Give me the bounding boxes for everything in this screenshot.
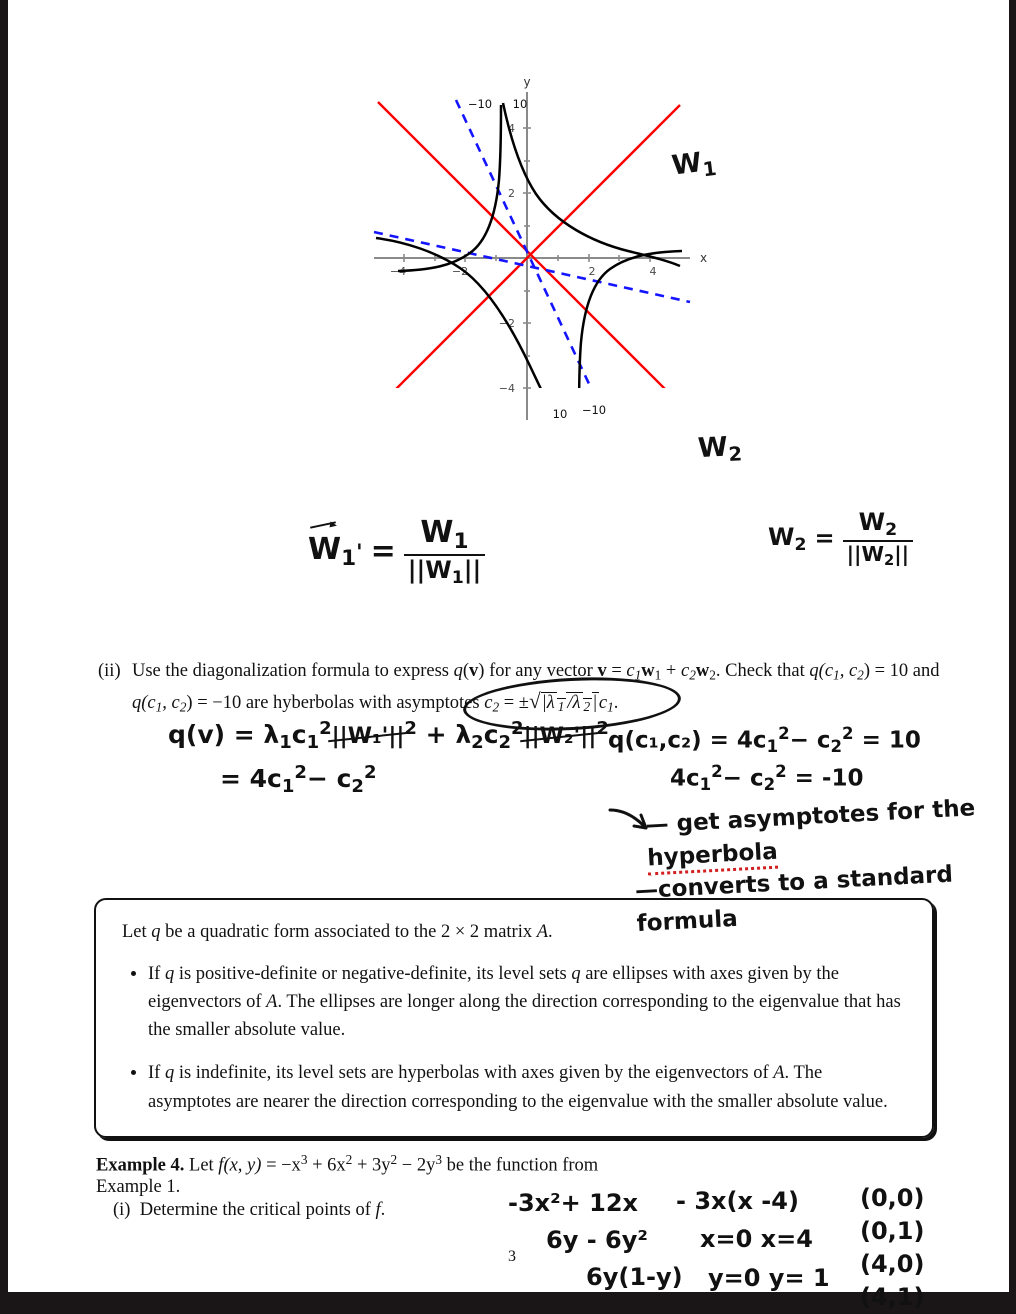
hw-right-line1: $q(c_1,c_2) = 4c_1^2- c_2^2 = 10$ — [608, 724, 921, 756]
text-segment: are hyberbolas with asymptotes — [241, 692, 485, 713]
period: . — [613, 692, 619, 713]
hw-ex4-c1-l2: 6y - 6y² — [546, 1226, 648, 1255]
q-b1b: q — [571, 964, 581, 985]
theorem-intro: Let q be a quadratic form associated to the 2 × 2 matrix A. — [122, 922, 553, 942]
lambda2: /λ — [567, 692, 581, 713]
c1: c — [626, 661, 635, 681]
f-symbol: f — [218, 1155, 224, 1176]
note-line-3: —converts to a standard formula — [634, 861, 954, 938]
q-b1: q — [164, 964, 175, 985]
close: ) = — [863, 661, 886, 681]
c1-b-sub: 1 — [607, 699, 614, 715]
A-b1: A — [266, 992, 278, 1013]
q-symbol-3: q — [132, 692, 142, 713]
text-segment: Use the diagonalization formula to express — [132, 661, 454, 681]
lambda1-sub: 1 — [557, 699, 565, 715]
handwritten-label-w1: $W_1$ — [670, 147, 719, 182]
w1: w — [641, 661, 655, 681]
struck-norm-1: ||W₁'|| — [331, 724, 405, 749]
eq-pm: = ± — [499, 692, 529, 713]
f-args: (x, y) — [223, 1155, 262, 1176]
curve-label-lower-left: 10 — [552, 407, 568, 421]
q-b2: q — [164, 1063, 175, 1084]
svg-text:−4: −4 — [389, 265, 407, 278]
fraction-w2: $\frac{W_2}{||W_2||}$ — [843, 508, 914, 569]
A-b2: A — [773, 1063, 785, 1084]
svg-text:2: 2 — [588, 265, 596, 278]
svg-text:−4: −4 — [498, 382, 515, 395]
svg-text:−2: −2 — [498, 317, 515, 330]
text-segment: 10 and — [889, 661, 940, 681]
handwritten-label-w2: $W_2$ — [697, 431, 744, 466]
sub4: 2 — [179, 699, 187, 715]
hw-ex4-c2-l3: y=0 y= 1 — [708, 1263, 830, 1292]
example-4-item-i: (i) Determine the critical points of f. — [113, 1200, 386, 1220]
theorem-bullet-1: • If q is positive-definite or negative-definite, its level sets q are ellipses with axes given by the eigenvectors of A. The ellipses are longer along the direction corresponding to the eigenvalue that has the smaller absolute value. — [148, 960, 906, 1044]
fraction-w1: $\frac{W_1}{||W_1||}$ — [404, 515, 486, 588]
vector-v: v — [469, 661, 479, 681]
svg-text:4: 4 — [508, 122, 515, 135]
note-underlined-red: hyperbola — [647, 838, 779, 875]
sub2: 2 — [857, 667, 864, 683]
c1-b: c — [598, 692, 608, 713]
hw-left-line1: $q(v) = \lambda_1c_1^2||W_1'||^2 + \lambda_2c_2^2||W_2'||^2$ — [168, 718, 609, 754]
f-symbol-2: f — [375, 1200, 381, 1220]
c2: c — [680, 661, 690, 681]
plot-svg — [360, 70, 720, 425]
handwritten-ex4-column-1 — [508, 1185, 683, 1297]
w2-sub: 2 — [709, 667, 716, 683]
equals-sign-2: = — [814, 524, 835, 553]
item-i-text: Determine the critical points of — [139, 1200, 376, 1220]
hw-ex4-c1-l3: 6y(1-y) — [586, 1263, 683, 1292]
svg-text:4: 4 — [649, 265, 657, 278]
example-label: Example 4. — [96, 1155, 185, 1176]
q-symbol: q — [453, 661, 463, 681]
abs-close: | — [593, 692, 597, 713]
svg-text:y: y — [523, 75, 531, 89]
w1-sub: 1 — [654, 667, 662, 683]
curve-label-lower-right: −10 — [581, 403, 607, 417]
c2-sub: 2 — [689, 667, 696, 683]
vector-v2: v — [597, 661, 607, 681]
example-4-heading: Example 4. Let f(x, $y) = -x^3 + 6x^2 + 3y^2 - 2y^3$ be the function from Example 1. — [96, 1152, 599, 1197]
paren: ( — [462, 661, 470, 681]
theorem-bullets — [122, 960, 906, 1116]
svg-text:x: x — [700, 251, 708, 265]
eq2: ) = — [186, 692, 213, 713]
A-symbol-t: A — [536, 922, 549, 942]
c2-b: c — [484, 692, 493, 713]
handwritten-ex4-column-2 — [676, 1182, 830, 1297]
q-symbol-2: q — [809, 661, 819, 681]
handwritten-work-right — [608, 722, 921, 797]
svg-text:−2: −2 — [451, 265, 469, 278]
text-segment: . Check that — [715, 661, 810, 681]
critical-point-4: (4,1) — [860, 1283, 925, 1312]
radical-sign: √ — [528, 688, 541, 713]
lambda2-sub: 2 — [583, 699, 591, 715]
sub1: 1 — [833, 667, 840, 683]
value: −10 — [212, 692, 242, 713]
curve-label-upper-right: 10 — [512, 97, 528, 111]
args: (c — [818, 661, 834, 681]
theorem-box — [94, 898, 934, 1138]
hyperbola-level-set-plot — [360, 70, 744, 466]
handwritten-w2-normalized: $W_2$ = $\frac{W_2}{||W_2||}$ — [768, 508, 913, 569]
theorem-bullet-2: • If q is indefinite, its level sets are hyperbolas with axes given by the eigenvectors of A. The asymptotes are nearer the direction corresponding to the eigenvalue with the smaller absolute value. — [148, 1059, 906, 1115]
hw-ex4-c1-l1: -3x²+ 12x — [508, 1189, 638, 1217]
svg-text:2: 2 — [508, 187, 515, 200]
note-line-1: — get asymptotes for the — [644, 795, 976, 839]
sub3: 1 — [155, 699, 163, 715]
eq: = — [606, 661, 627, 681]
c1-sub: 1 — [634, 667, 642, 683]
comma: , c — [839, 661, 858, 681]
hw-left-line2: = $4c_1^2- c_2^2$ — [220, 762, 377, 798]
w2: w — [695, 661, 710, 681]
lambda1: |λ — [541, 692, 555, 713]
handwritten-work-left — [168, 716, 609, 800]
document-page — [8, 0, 1009, 1312]
handwritten-w1-normalized — [308, 515, 485, 588]
part-ii-marker: (ii) — [98, 661, 121, 681]
equals-sign: = — [370, 533, 396, 569]
text-segment: ) for any vector — [478, 661, 598, 681]
critical-point-2: (0,1) — [860, 1217, 925, 1246]
struck-norm-2: ||W₂'|| — [523, 724, 597, 749]
c2-b-sub: 2 — [492, 699, 500, 715]
args2: (c — [141, 692, 156, 713]
critical-point-1: (0,0) — [860, 1184, 925, 1212]
plus: + — [661, 661, 681, 681]
comma2: , c — [162, 692, 180, 713]
vector-arrow-icon: $W_1'$ — [308, 531, 363, 571]
handwritten-ex4-critical-points — [860, 1182, 924, 1314]
item-i-marker: (i) — [113, 1200, 131, 1220]
hw-ex4-c2-l1: - 3x(x -4) — [676, 1187, 799, 1215]
hw-ex4-digit-3: 3 — [508, 1248, 516, 1265]
hw-ex4-c2-l2: x=0 x=4 — [700, 1225, 813, 1254]
q-symbol-t: q — [151, 922, 161, 942]
hw-right-line2: $4c_1^2- c_2^2 = -10$ — [670, 761, 864, 794]
critical-point-3: (4,0) — [860, 1250, 925, 1279]
curve-label-upper-left: −10 — [467, 97, 493, 111]
